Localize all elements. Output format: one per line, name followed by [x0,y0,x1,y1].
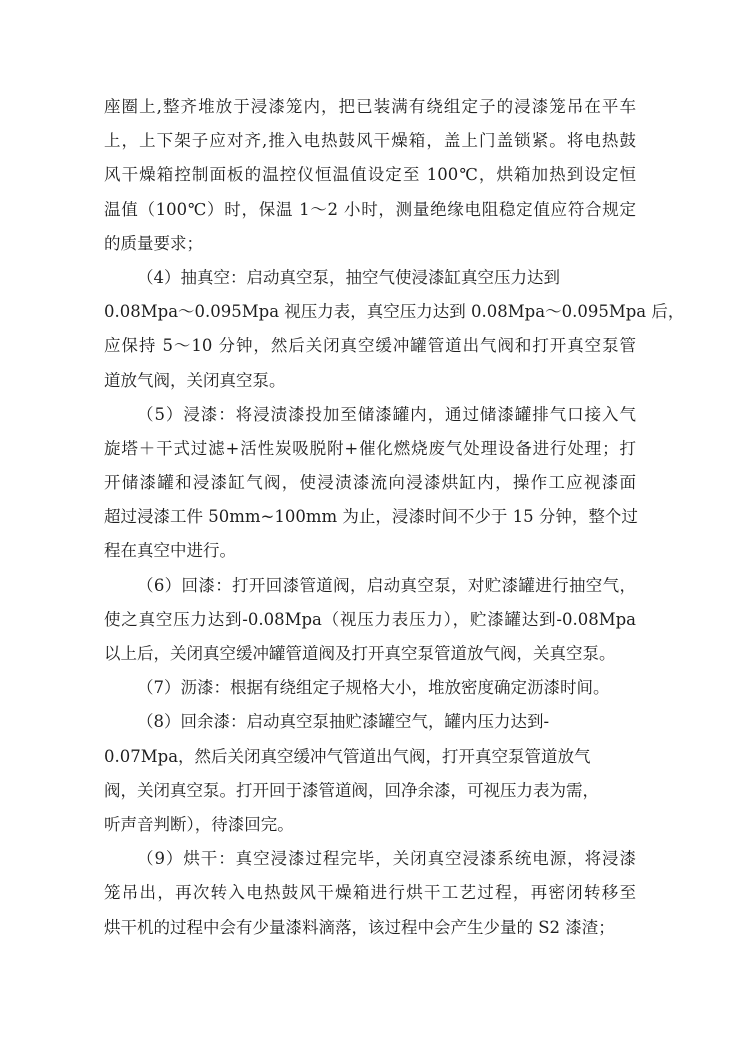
document-body [104,90,685,945]
text-line: 上，上下架子应对齐,推入电热鼓风干燥箱，盖上门盖锁紧。将电热鼓 [104,131,636,151]
text-line: 温值（100℃）时，保温 1～2 小时，测量绝缘电阻稳定值应符合规定 [104,199,636,219]
paragraph-step-9-heading-line: （9）烘干：真空浸漆过程完毕，关闭真空浸漆系统电源，将浸漆 [137,849,636,869]
paragraph-step-6-heading-line: （6）回漆：打开回漆管道阀，启动真空泵，对贮漆罐进行抽空气， [137,575,636,595]
paragraph-step-5-heading-line: （5）浸漆：将浸渍漆投加至储漆罐内，通过储漆罐排气口接入气 [137,404,636,424]
text-line: 座圈上,整齐堆放于浸漆笼内，把已装满有绕组定子的浸漆笼吊在平车 [104,97,636,116]
text-line: 笼吊出，再次转入电热鼓风干燥箱进行烘干工艺过程，再密闭转移至 [104,883,636,903]
paragraph-step-4-heading-line: （4）抽真空：启动真空泵，抽空气使浸漆缸真空压力达到 [137,267,560,287]
text-line: 听声音判断），待漆回完。 [104,814,294,834]
text-line: 应保持 5～10 分钟，然后关闭真空缓冲罐管道出气阀和打开真空泵管 [104,336,636,356]
text-line: 烘干机的过程中会有少量漆料滴落，该过程中会产生少量的 S2 漆渣； [104,917,615,937]
text-line: 超过浸漆工件 50mm~100mm 为止，浸漆时间不少于 15 分钟，整个过 [104,507,638,527]
paragraph-step-7-heading-line: （7）沥漆：根据有绕组定子规格大小，堆放密度确定沥漆时间。 [137,678,610,698]
text-line: 风干燥箱控制面板的温控仪恒温值设定至 100℃，烘箱加热到设定恒 [104,165,636,185]
text-line: 0.07Mpa，然后关闭真空缓冲气管道出气阀，打开真空泵管道放气 [104,746,591,766]
text-line: 以上后，关闭真空缓冲罐管道阀及打开真空泵管道放气阀，关真空泵。 [104,644,616,663]
text-line: 0.08Mpa～0.095Mpa 视压力表，真空压力达到 0.08Mpa～0.095Mpa 后， [104,302,685,322]
paragraph-step-8-heading-line: （8）回余漆：启动真空泵抽贮漆罐空气，罐内压力达到- [137,712,550,732]
text-line: 程在真空中进行。 [104,541,236,561]
text-line: 使之真空压力达到-0.08Mpa（视压力表压力），贮漆罐达到-0.08Mpa [104,609,636,629]
text-line: 的质量要求； [104,233,203,253]
text-line: 开储漆罐和浸漆缸气阀，使浸渍漆流向浸漆烘缸内，操作工应视漆面 [104,473,636,493]
text-line: 旋塔＋干式过滤+活性炭吸脱附+催化燃烧废气处理设备进行处理；打 [104,438,636,458]
text-line: 阀，关闭真空泵。打开回于漆管道阀，回净余漆，可视压力表为需， [104,780,599,800]
text-line: 道放气阀，关闭真空泵。 [104,370,286,390]
